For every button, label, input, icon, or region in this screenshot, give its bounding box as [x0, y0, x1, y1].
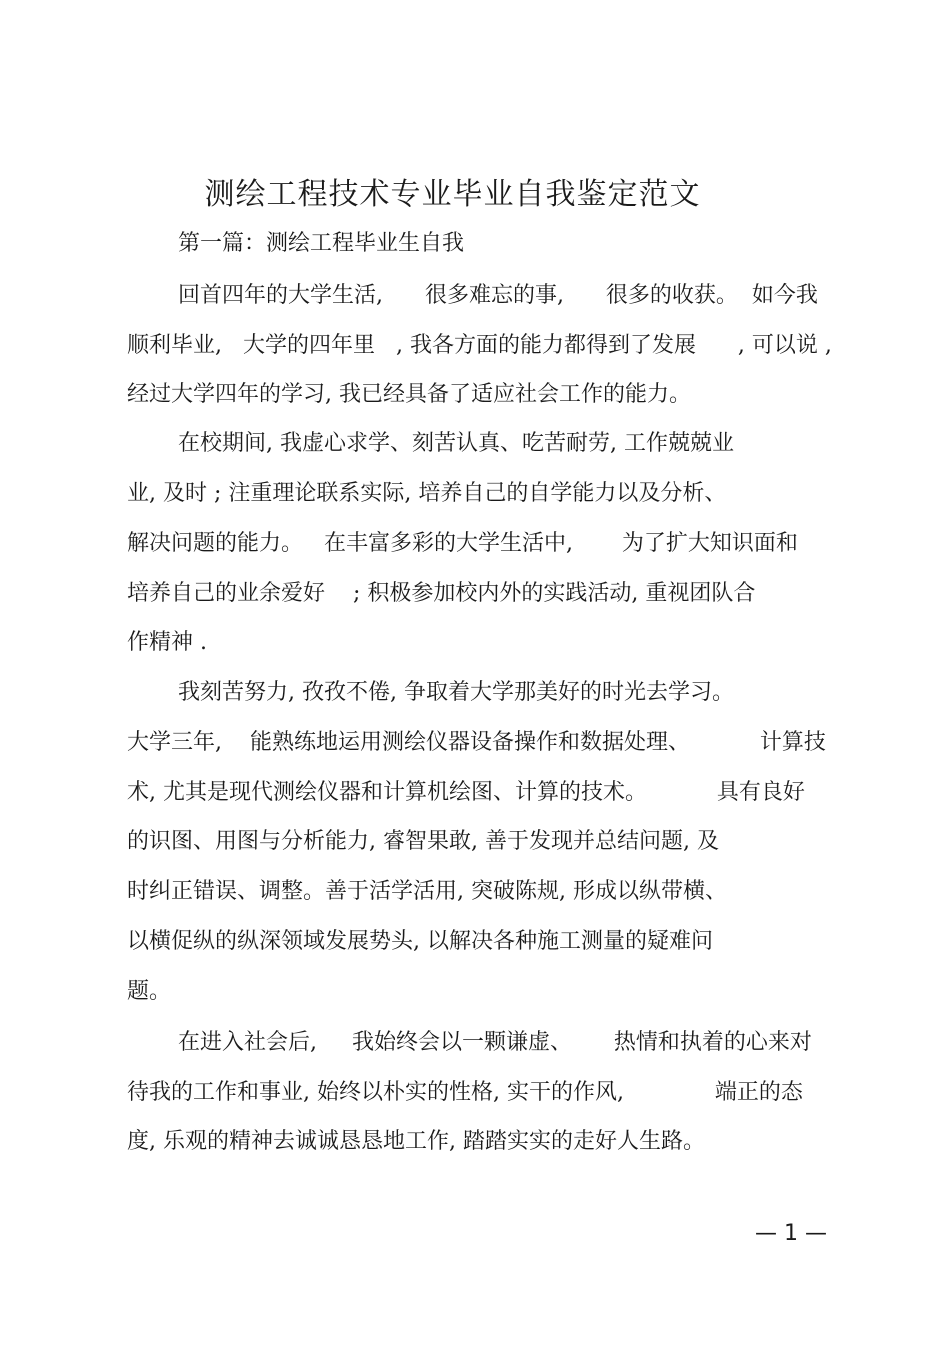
paragraph-line: 业, 及时 ; 注重理论联系实际, 培养自己的自学能力以及分析、 — [127, 481, 727, 506]
paragraph-line: 顺利毕业, 大学的四年里 , 我各方面的能力都得到了发展 , 可以说 , — [127, 333, 832, 358]
chapter-heading: 第一篇：测绘工程毕业生自我 — [178, 231, 465, 256]
paragraph-line: 经过大学四年的学习, 我已经具备了适应社会工作的能力。 — [127, 382, 691, 407]
paragraph-line: 题。 — [127, 979, 172, 1004]
paragraph-line: 回首四年的大学生活, 很多难忘的事, 很多的收获。 如今我 — [178, 283, 818, 308]
paragraph-line: 时纠正错误、调整。善于活学活用, 突破陈规, 形成以纵带横、 — [127, 879, 727, 904]
paragraph-line: 在进入社会后, 我始终会以一颗谦虚、 热情和执着的心来对 — [178, 1030, 812, 1055]
paragraph-line: 作精神 . — [127, 630, 207, 655]
paragraph-line: 术, 尤其是现代测绘仪器和计算机绘图、计算的技术。 具有良好 — [127, 780, 805, 805]
document-title: 测绘工程技术专业毕业自我鉴定范文 — [204, 177, 701, 212]
paragraph-line: 大学三年, 能熟练地运用测绘仪器设备操作和数据处理、 计算技 — [127, 730, 826, 755]
page-number: — 1 — — [755, 1221, 827, 1246]
paragraph-line: 待我的工作和事业, 始终以朴实的性格, 实干的作风, 端正的态 — [127, 1080, 803, 1105]
paragraph-line: 解决问题的能力。 在丰富多彩的大学生活中, 为了扩大知识面和 — [127, 531, 798, 556]
paragraph-line: 的识图、用图与分析能力, 睿智果敢, 善于发现并总结问题, 及 — [127, 829, 719, 854]
paragraph-line: 培养自己的业余爱好 ; 积极参加校内外的实践活动, 重视团队合 — [127, 581, 756, 606]
paragraph-line: 我刻苦努力, 孜孜不倦, 争取着大学那美好的时光去学习。 — [178, 680, 734, 705]
paragraph-line: 度, 乐观的精神去诚诚恳恳地工作, 踏踏实实的走好人生路。 — [127, 1129, 705, 1154]
paragraph-line: 在校期间, 我虚心求学、刻苦认真、吃苦耐劳, 工作兢兢业 — [178, 431, 734, 456]
paragraph-line: 以横促纵的纵深领域发展势头, 以解决各种施工测量的疑难问 — [127, 929, 713, 954]
